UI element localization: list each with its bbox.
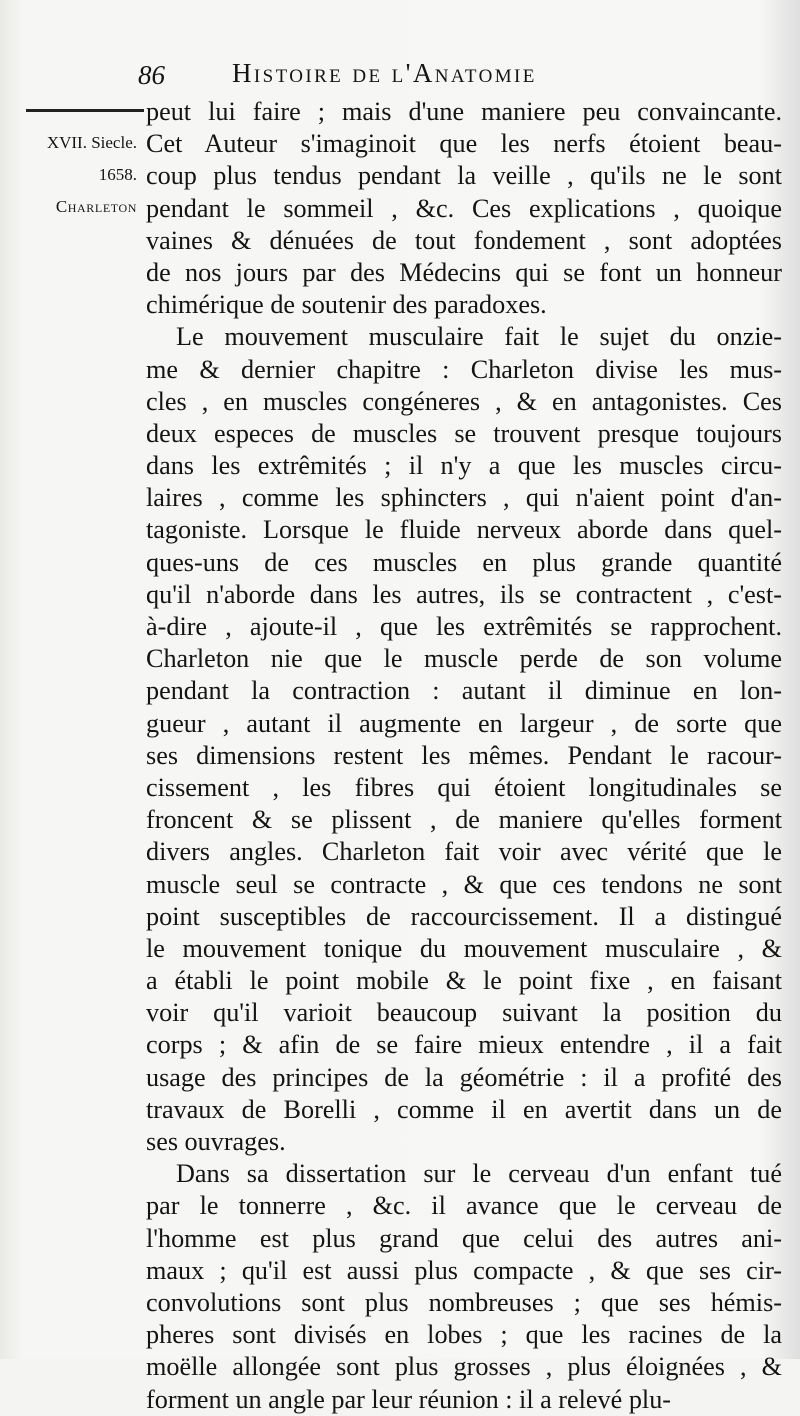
paragraph [146,1158,782,1416]
text-line: cles , en muscles congéneres , & en antagonistes. Ces [146,386,782,416]
running-title: Histoire de l'Anatomie [232,58,537,88]
paragraph [146,96,782,321]
text-line: peut lui faire ; mais d'une maniere peu convaincante. [146,97,782,126]
text-line: le mouvement tonique du mouvement musculaire , & [146,933,782,963]
body-text [146,96,782,1416]
text-line: pendant la contraction : autant il diminue en lon- [146,676,782,706]
text-line: usage des principes de la géométrie : il a profité des [146,1062,782,1092]
text-line: corps ; & afin de se faire mieux entendre , il a fait [146,1030,782,1060]
text-line: vaines & dénuées de tout fondement , sont adoptées [146,225,782,255]
text-line: Cet Auteur s'imaginoit que les nerfs étoient beau- [146,129,782,159]
text-line: deux especes de muscles se trouvent presque toujours [146,418,782,448]
text-line: ses ouvrages. [146,1127,286,1156]
text-line: pendant le sommeil , &c. Ces explications , quoique [146,193,782,223]
text-line: Charleton nie que le muscle perde de son volume [146,644,782,674]
text-line: muscle seul se contracte , & que ces tendons ne sont [146,869,782,899]
text-line: point susceptibles de raccourcissement. Il a distingué [146,901,782,931]
text-line: ques-uns de ces muscles en plus grande quantité [146,547,782,577]
margin-century: XVII. Siecle. [46,133,137,152]
margin-notes [8,95,143,223]
text-line: moëlle allongée sont plus grosses , plus éloignées , & [146,1352,782,1382]
paragraph [146,321,782,1158]
text-line: Dans sa dissertation sur le cerveau d'un enfant tué [176,1159,782,1189]
text-line: de nos jours par des Médecins qui se font un honneur [146,257,782,287]
text-line: chimérique de soutenir des paradoxes. [146,290,547,320]
margin-year: 1658. [98,165,137,184]
text-line: froncent & se plissent , de maniere qu'elles forment [146,805,782,835]
margin-rule [26,109,144,112]
text-line: gueur , autant il augmente en largeur , de sorte que [146,708,782,738]
margin-author: Charleton [55,197,137,216]
text-line: ses dimensions restent les mêmes. Pendant le racour- [146,740,782,770]
text-line: maux ; qu'il est aussi plus compacte , & que ses cir- [146,1255,782,1285]
text-line: tagoniste. Lorsque le fluide nerveux aborde dans quel- [146,515,782,545]
page-number: 86 [138,60,165,90]
text-line: forment un angle par leur réunion : il a relevé plu- [146,1384,672,1414]
text-line: cissement , les fibres qui étoient longitudinales se [146,772,782,802]
text-line: divers angles. Charleton fait voir avec vérité que le [146,837,782,867]
page-header [138,58,778,94]
text-line: pheres sont divisés en lobes ; que les racines de la [146,1320,782,1350]
text-line: Le mouvement musculaire fait le sujet du onzie- [176,322,782,352]
text-line: me & dernier chapitre : Charleton divise les mus- [146,354,782,384]
text-line: coup plus tendus pendant la veille , qu'ils ne le sont [146,161,782,191]
text-line: qu'il n'aborde dans les autres, ils se contractent , c'est- [146,579,782,609]
text-line: convolutions sont plus nombreuses ; que ses hémis- [146,1287,782,1317]
text-line: travaux de Borelli , comme il en avertit dans un de [146,1094,782,1124]
text-line: voir qu'il varioit beaucoup suivant la position du [146,998,782,1028]
text-line: par le tonnerre , &c. il avance que le cerveau de [146,1191,782,1221]
text-line: dans les extrêmités ; il n'y a que les muscles circu- [146,451,782,481]
text-line: l'homme est plus grand que celui des autres ani- [146,1223,782,1253]
text-line: laires , comme les sphincters , qui n'aient point d'an- [146,483,782,513]
text-line: a établi le point mobile & le point fixe , en faisant [146,966,782,996]
text-line: à-dire , ajoute-il , que les extrêmités se rapprochent. [146,612,782,641]
